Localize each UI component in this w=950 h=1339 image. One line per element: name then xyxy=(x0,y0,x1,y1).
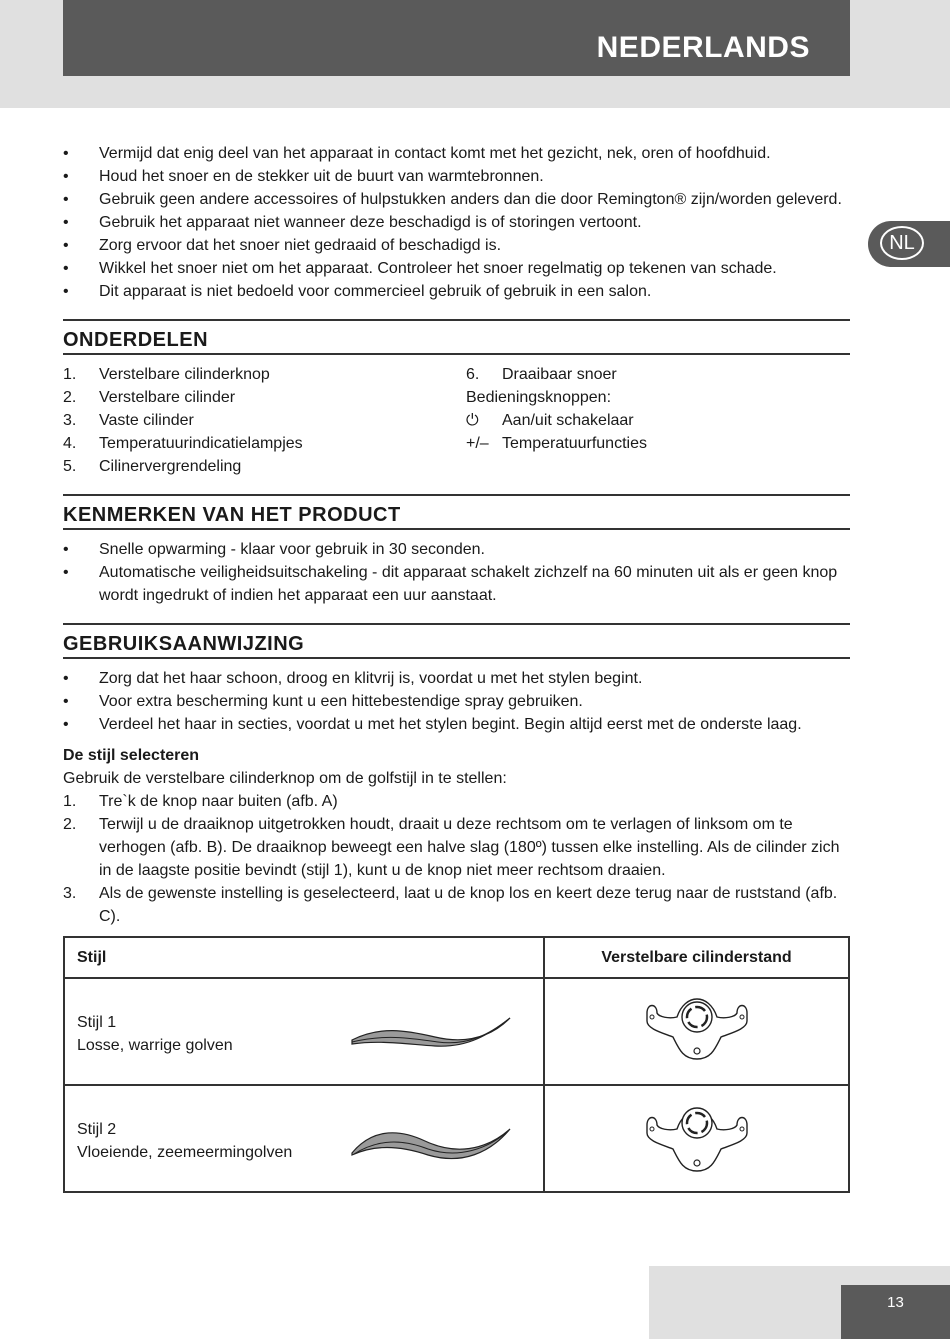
item-text: Verstelbare cilinder xyxy=(99,389,236,406)
list-item xyxy=(63,455,466,478)
item-text: Verstelbare cilinderknop xyxy=(99,366,270,383)
list-item: • Snelle opwarming - klaar voor gebruik in 30 seconden. xyxy=(63,538,850,561)
item-text: Temperatuurfuncties xyxy=(502,435,647,452)
list-item: • Voor extra bescherming kunt u een hittebestendige spray gebruiken. xyxy=(63,690,850,713)
list-item xyxy=(63,882,850,928)
list-item: • Zorg dat het haar schoon, droog en klitvrij is, voordat u met het stylen begint. xyxy=(63,667,850,690)
list-item xyxy=(63,432,466,455)
step-text: Tre`k de knop naar buiten (afb. A) xyxy=(99,793,338,810)
column-header-style: Stijl xyxy=(64,937,544,978)
list-item: • Vermijd dat enig deel van het apparaat in contact komt met het gezicht, nek, oren of hoofdhuid. xyxy=(63,142,850,165)
item-text: Temperatuurindicatielampjes xyxy=(99,435,303,452)
step-number: 2. xyxy=(63,816,77,833)
list-item: • Zorg ervoor dat het snoer niet gedraaid of beschadigd is. xyxy=(63,234,850,257)
item-number: 5. xyxy=(63,458,77,475)
list-item xyxy=(63,409,466,432)
features-list xyxy=(63,538,850,607)
table-row xyxy=(64,1085,849,1192)
usage-list xyxy=(63,667,850,736)
language-header xyxy=(63,0,850,76)
power-icon: ⏻ xyxy=(466,412,479,429)
list-item: • Wikkel het snoer niet om het apparaat. Controleer het snoer regelmatig op tekenen van schade. xyxy=(63,257,850,280)
item-text: Aan/uit schakelaar xyxy=(502,412,634,429)
section-title-usage: GEBRUIKSAANWIJZING xyxy=(63,623,850,659)
plus-minus-symbol: +/– xyxy=(466,435,489,452)
list-item xyxy=(466,363,850,386)
table-header-row xyxy=(64,937,849,978)
item-text: Vaste cilinder xyxy=(99,412,194,429)
step-number: 3. xyxy=(63,885,77,902)
item-number: 4. xyxy=(63,435,77,452)
item-number: 3. xyxy=(63,412,77,429)
list-item xyxy=(63,813,850,882)
page-number: 13 xyxy=(841,1285,950,1339)
list-item xyxy=(466,409,850,432)
step-number: 1. xyxy=(63,793,77,810)
style-name: Stijl 1 xyxy=(77,1014,117,1031)
style-name: Stijl 2 xyxy=(77,1121,117,1138)
parts-column-left xyxy=(63,363,466,478)
barrel-position-1-icon xyxy=(639,993,755,1065)
list-item: • Gebruik het apparaat niet wanneer deze beschadigd is of storingen vertoont. xyxy=(63,211,850,234)
table-cell-position xyxy=(544,1085,849,1192)
list-item: • Dit apparaat is niet bedoeld voor commercieel gebruik of gebruik in een salon. xyxy=(63,280,850,303)
list-item xyxy=(63,386,466,409)
controls-label: Bedieningsknoppen: xyxy=(466,389,612,406)
item-number: 1. xyxy=(63,366,77,383)
list-item xyxy=(466,432,850,455)
table-cell-style xyxy=(64,1085,544,1192)
language-tab xyxy=(868,221,950,267)
parts-list xyxy=(63,363,850,478)
step-text: Als de gewenste instelling is geselecteerd, laat u de knop los en keert deze terug naar de ruststand (afb. C). xyxy=(99,885,838,925)
column-header-position: Verstelbare cilinderstand xyxy=(544,937,849,978)
step-text: Terwijl u de draaiknop uitgetrokken houdt, draait u deze rechtsom om te verlagen of linksom om te verhogen (afb. B). De draaiknop beweegt een halve slag (180º) tussen elke instelling. Als de cilinder zich in de laagste positie bevindt (stijl 1), kunt u de knop niet meer rechtsom draaien. xyxy=(99,816,840,879)
list-item: • Automatische veiligheidsuitschakeling - dit apparaat schakelt zichzelf na 60 minuten uit als er geen knop wordt ingedrukt of indien het apparaat een uur aanstaat. xyxy=(63,561,850,607)
intro-text: Gebruik de verstelbare cilinderknop om de golfstijl in te stellen: xyxy=(63,770,507,787)
section-title-features: KENMERKEN VAN HET PRODUCT xyxy=(63,494,850,530)
list-item: • Gebruik geen andere accessoires of hulpstukken anders dan die door Remington® zijn/worden geleverd. xyxy=(63,188,850,211)
mermaid-wave-icon xyxy=(350,1111,512,1171)
subheading: De stijl selecteren xyxy=(63,747,200,764)
table-row xyxy=(64,978,849,1085)
list-item xyxy=(63,363,466,386)
style-table xyxy=(63,936,850,1193)
list-item: • Houd het snoer en de stekker uit de buurt van warmtebronnen. xyxy=(63,165,850,188)
list-item: • Verdeel het haar in secties, voordat u met het stylen begint. Begin altijd eerst met de onderste laag. xyxy=(63,713,850,736)
table-cell-position xyxy=(544,978,849,1085)
style-description: Vloeiende, zeemeermingolven xyxy=(77,1144,293,1161)
section-title-parts: ONDERDELEN xyxy=(63,319,850,355)
safety-list xyxy=(63,142,850,303)
steps-list xyxy=(63,790,850,928)
table-cell-style xyxy=(64,978,544,1085)
item-text: Draaibaar snoer xyxy=(502,366,617,383)
loose-wave-icon xyxy=(350,1004,512,1064)
barrel-position-2-icon xyxy=(639,1095,755,1177)
item-number: 2. xyxy=(63,389,77,406)
parts-column-right xyxy=(466,363,850,478)
style-description: Losse, warrige golven xyxy=(77,1037,233,1054)
item-number: 6. xyxy=(466,366,480,383)
item-text: Cilinervergrendeling xyxy=(99,458,242,475)
list-item xyxy=(63,790,850,813)
main-content xyxy=(63,142,850,1193)
language-title: NEDERLANDS xyxy=(596,31,810,64)
language-code: NL xyxy=(880,226,924,260)
